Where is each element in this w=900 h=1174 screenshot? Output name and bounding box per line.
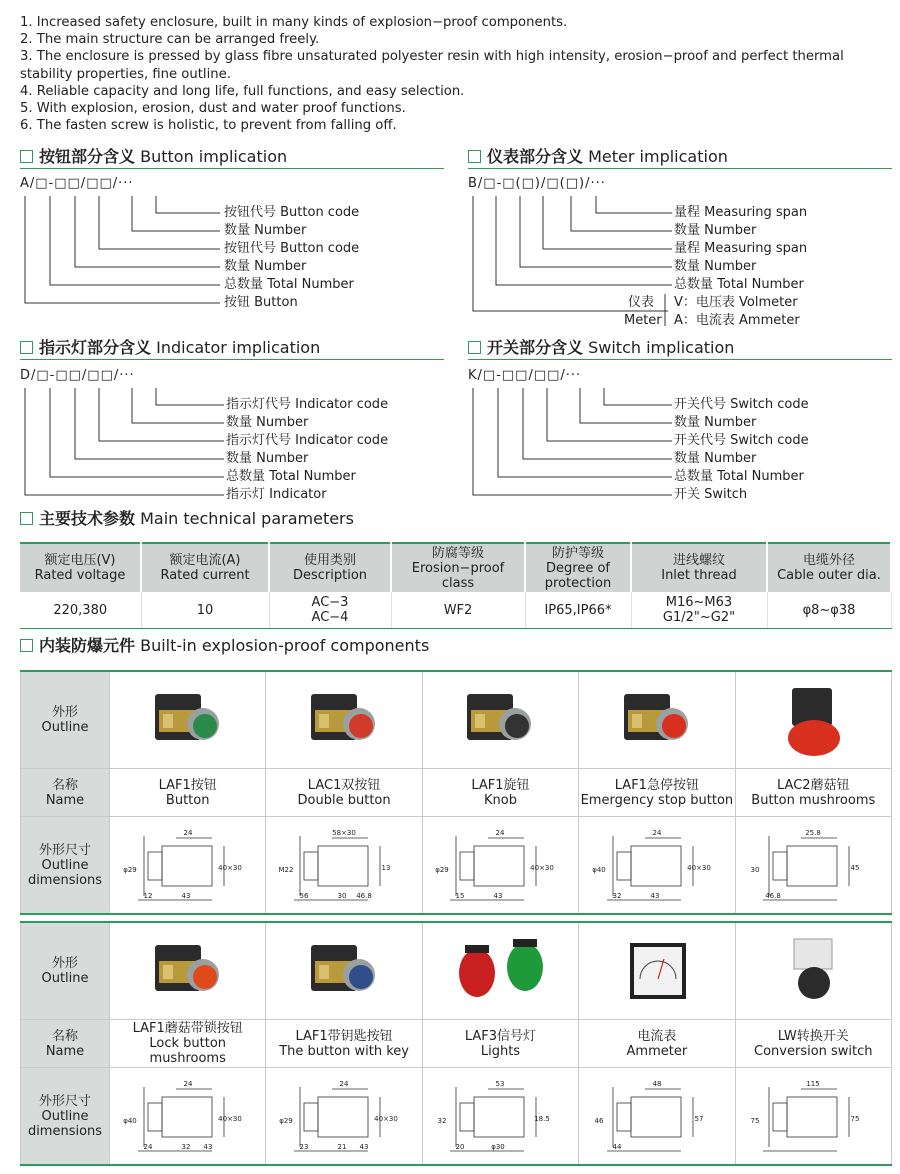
product-name-en: Ammeter xyxy=(626,1043,688,1059)
header-cell: 额定电压(V) Rated voltage xyxy=(20,543,141,592)
legend-label: 按钮代号 Button code xyxy=(224,241,360,256)
dimension-label: 57 xyxy=(694,1115,704,1123)
dimension-label: φ40 xyxy=(592,866,606,874)
legend-label: 指示灯代号 Indicator code xyxy=(226,433,389,448)
row-header: 外形尺寸 Outline dimensions xyxy=(21,817,110,915)
dimension-label: 13 xyxy=(381,864,391,872)
indicator-code: D/□-□□/□□/··· xyxy=(20,368,135,383)
outline-cell xyxy=(110,671,266,769)
product-name-en: Button xyxy=(165,792,210,808)
meter-code: B/□-□(□)/□(□)/··· xyxy=(468,176,606,191)
name-row xyxy=(21,769,892,817)
dimension-cell xyxy=(110,817,266,915)
outline-cell xyxy=(579,922,735,1020)
product-name-cn: LW转换开关 xyxy=(777,1028,849,1044)
feature-item: 2. The main structure can be arranged freely. xyxy=(20,32,320,48)
bracket-lines xyxy=(468,368,672,508)
product-photo xyxy=(758,680,868,760)
row-header: 外形 Outline xyxy=(21,922,110,1020)
params-title: 主要技术参数 Main technical parameters xyxy=(20,508,892,530)
value-cell: IP65,IP66* xyxy=(525,592,631,629)
name-row xyxy=(21,1020,892,1068)
feature-item: 5. With explosion, erosion, dust and water proof functions. xyxy=(20,101,406,117)
product-name-en: The button with key xyxy=(279,1043,409,1059)
product-name-cn: LAF3信号灯 xyxy=(464,1028,537,1044)
dimension-drawing xyxy=(587,1073,727,1159)
header-cell: 使用类别 Description xyxy=(269,543,391,592)
dimension-label: 43 xyxy=(359,1143,369,1151)
dimension-label: 30 xyxy=(750,866,760,874)
outline-cell xyxy=(422,922,578,1020)
legend-label: 量程 Measuring span xyxy=(674,241,808,256)
product-photo xyxy=(445,680,555,760)
name-cell xyxy=(422,769,578,817)
legend-label: 开关代号 Switch code xyxy=(674,397,809,412)
value-cell: 10 xyxy=(141,592,269,629)
dimension-label: 32 xyxy=(612,892,622,900)
product-name-en: Emergency stop button xyxy=(580,792,734,808)
params-table xyxy=(20,542,892,629)
dimension-label: φ29 xyxy=(435,866,450,874)
product-photo xyxy=(758,931,868,1011)
product-name-cn: LAF1按钮 xyxy=(158,777,217,793)
checkbox-icon xyxy=(20,512,33,525)
legend-label: 开关代号 Switch code xyxy=(674,433,809,448)
indicator-code-diagram xyxy=(20,368,440,518)
checkbox-icon xyxy=(20,150,33,163)
product-name-en: Knob xyxy=(483,792,517,808)
dimension-label: 75 xyxy=(750,1117,760,1125)
dimension-label: 24 xyxy=(183,829,193,837)
product-name-cn: LAC1双按钮 xyxy=(307,777,381,793)
name-cell xyxy=(579,769,735,817)
dimension-label: 46.8 xyxy=(356,892,372,900)
value-cell: φ8~φ38 xyxy=(767,592,891,629)
dimension-label: 24 xyxy=(652,829,662,837)
legend-label: 按钮代号 Button code xyxy=(224,205,360,220)
dimension-row xyxy=(21,817,892,915)
dimension-cell xyxy=(422,1068,578,1166)
legend-label: 数量 Number xyxy=(226,415,309,430)
header-cell: 额定电流(A) Rated current xyxy=(141,543,269,592)
product-name-cn: LAF1旋钮 xyxy=(471,777,530,793)
outline-cell xyxy=(422,671,578,769)
meter-type-en: Meter xyxy=(624,313,662,328)
dimension-label: 45 xyxy=(850,864,860,872)
dimension-label: 75 xyxy=(850,1115,860,1123)
legend-label: 总数量 Total Number xyxy=(226,469,356,484)
header-cell: 防护等级 Degree of protection xyxy=(525,543,631,592)
button-code-diagram xyxy=(20,176,440,326)
outline-cell xyxy=(266,671,422,769)
button-implication-title: 按钮部分含义 Button implication xyxy=(20,146,444,169)
dimension-drawing xyxy=(118,1073,258,1159)
dimension-row xyxy=(21,1068,892,1166)
product-photo xyxy=(602,680,712,760)
components-title: 内装防爆元件 Built-in explosion-proof components xyxy=(20,635,892,657)
dimension-label: M22 xyxy=(278,866,294,874)
header-cell: 电缆外径 Cable outer dia. xyxy=(767,543,891,592)
dimension-label: 20 xyxy=(456,1143,465,1151)
dimension-drawing xyxy=(430,1073,570,1159)
dimension-label: 48 xyxy=(652,1080,662,1088)
product-photo xyxy=(289,931,399,1011)
product-name-en: Button mushrooms xyxy=(751,792,876,808)
dimension-label: 21 xyxy=(337,1143,347,1151)
header-cell: 进线螺纹 Inlet thread xyxy=(631,543,767,592)
dimension-drawing xyxy=(274,822,414,908)
row-header: 外形 Outline xyxy=(21,671,110,769)
product-name-en: Double button xyxy=(297,792,391,808)
dimension-label: 18.5 xyxy=(534,1115,551,1123)
dimension-label: 43 xyxy=(650,892,660,900)
product-name-cn: LAF1急停按钮 xyxy=(614,777,699,793)
product-name-en: Lights xyxy=(480,1043,521,1059)
dimension-label: 40×30 xyxy=(530,864,555,872)
legend-label: 数量 Number xyxy=(224,259,307,274)
dimension-drawing xyxy=(430,822,570,908)
dimension-label: 44 xyxy=(612,1143,622,1151)
legend-label: 数量 Number xyxy=(674,259,757,274)
components-table-1 xyxy=(20,670,892,915)
dimension-label: 24 xyxy=(143,1143,153,1151)
dimension-label: φ30 xyxy=(491,1143,506,1151)
value-cell: WF2 xyxy=(391,592,525,629)
outline-cell xyxy=(735,922,891,1020)
dimension-label: 32 xyxy=(181,1143,191,1151)
params-header-row xyxy=(20,543,891,592)
dimension-drawing xyxy=(118,822,258,908)
row-header: 名称 Name xyxy=(21,769,110,817)
product-photo xyxy=(445,931,555,1011)
outline-row xyxy=(21,922,892,1020)
legend-label: 数量 Number xyxy=(674,415,757,430)
dimension-label: 43 xyxy=(181,892,191,900)
dimension-label: φ29 xyxy=(122,866,137,874)
name-cell xyxy=(110,1020,266,1068)
product-name-cn: LAF1蘑菇带锁按钮 xyxy=(132,1021,243,1036)
legend-label: 量程 Measuring span xyxy=(674,205,808,220)
dimension-label: 46.8 xyxy=(765,892,782,900)
dimension-label: 40×30 xyxy=(687,864,711,872)
feature-list xyxy=(20,14,850,134)
dimension-label: 115 xyxy=(806,1080,820,1088)
dimension-drawing xyxy=(587,822,727,908)
bracket-lines xyxy=(20,368,224,508)
dimension-label: 43 xyxy=(203,1143,213,1151)
dimension-cell xyxy=(579,817,735,915)
name-cell xyxy=(266,1020,422,1068)
name-cell xyxy=(735,1020,891,1068)
dimension-label: 32 xyxy=(438,1117,447,1125)
legend-label: 总数量 Total Number xyxy=(674,277,804,292)
row-header: 外形尺寸 Outline dimensions xyxy=(21,1068,110,1166)
product-photo xyxy=(133,931,243,1011)
value-cell: AC−3 AC−4 xyxy=(269,592,391,629)
dimension-cell xyxy=(422,817,578,915)
outline-cell xyxy=(266,922,422,1020)
dimension-label: φ40 xyxy=(122,1117,137,1125)
name-cell xyxy=(735,769,891,817)
legend-label: 总数量 Total Number xyxy=(674,469,804,484)
dimension-label: 56 xyxy=(299,892,309,900)
legend-label: 数量 Number xyxy=(226,451,309,466)
product-photo xyxy=(133,680,243,760)
product-name-en: Lock button mushrooms xyxy=(149,1036,227,1066)
feature-item: 3. The enclosure is pressed by glass fibre unsaturated polyester resin with high intensity, erosion−proof and perfect thermal stability properties, fine outline. xyxy=(20,49,844,82)
dimension-label: φ29 xyxy=(279,1117,293,1125)
dimension-drawing xyxy=(274,1073,414,1159)
header-cell: 防腐等级 Erosion−proof class xyxy=(391,543,525,592)
amp-label: A：电流表 Ammeter xyxy=(674,313,800,328)
legend-label: 总数量 Total Number xyxy=(224,277,354,292)
dimension-cell xyxy=(735,817,891,915)
product-photo xyxy=(602,931,712,1011)
product-name-en: Conversion switch xyxy=(754,1043,873,1059)
dimension-cell xyxy=(579,1068,735,1166)
dimension-label: 40×30 xyxy=(374,1115,398,1123)
meter-code-diagram xyxy=(468,176,888,326)
legend-label: 数量 Number xyxy=(674,451,757,466)
dimension-drawing xyxy=(743,822,883,908)
outline-row xyxy=(21,671,892,769)
dimension-label: 25.8 xyxy=(805,829,822,837)
product-name-cn: LAC2蘑菇钮 xyxy=(777,777,850,793)
legend-label: 指示灯 Indicator xyxy=(226,487,327,502)
dimension-cell xyxy=(110,1068,266,1166)
button-code: A/□-□□/□□/··· xyxy=(20,176,134,191)
legend-label: 数量 Number xyxy=(224,223,307,238)
checkbox-icon xyxy=(468,341,481,354)
name-cell xyxy=(579,1020,735,1068)
bracket-lines xyxy=(20,176,220,316)
switch-implication-title: 开关部分含义 Switch implication xyxy=(468,337,892,360)
outline-cell xyxy=(110,922,266,1020)
switch-code: K/□-□□/□□/··· xyxy=(468,368,582,383)
dimension-label: 24 xyxy=(183,1080,193,1088)
checkbox-icon xyxy=(20,341,33,354)
dimension-label: 53 xyxy=(496,1080,505,1088)
dimension-label: 58×30 xyxy=(332,829,356,837)
name-cell xyxy=(266,769,422,817)
outline-cell xyxy=(735,671,891,769)
product-name-cn: 电流表 xyxy=(637,1028,677,1044)
meter-implication-title: 仪表部分含义 Meter implication xyxy=(468,146,892,169)
dimension-label: 12 xyxy=(143,892,153,900)
params-value-row xyxy=(20,592,891,629)
dimension-label: 23 xyxy=(299,1143,309,1151)
dimension-cell xyxy=(735,1068,891,1166)
indicator-implication-title: 指示灯部分含义 Indicator implication xyxy=(20,337,444,360)
volt-label: V：电压表 Volmeter xyxy=(674,295,798,310)
dimension-label: 46 xyxy=(594,1117,604,1125)
row-header: 名称 Name xyxy=(21,1020,110,1068)
value-cell: M16~M63 G1/2"~G2" xyxy=(631,592,767,629)
meter-type-cn: 仪表 xyxy=(628,295,655,310)
components-table-2 xyxy=(20,921,892,1166)
dimension-cell xyxy=(266,817,422,915)
dimension-label: 24 xyxy=(496,829,505,837)
checkbox-icon xyxy=(468,150,481,163)
outline-cell xyxy=(579,671,735,769)
feature-item: 4. Reliable capacity and long life, full functions, and easy selection. xyxy=(20,83,465,99)
product-name-cn: LAF1带钥匙按钮 xyxy=(295,1028,393,1044)
dimension-drawing xyxy=(743,1073,883,1159)
dimension-label: 43 xyxy=(494,892,503,900)
dimension-label: 40×30 xyxy=(217,1115,242,1123)
name-cell xyxy=(422,1020,578,1068)
dimension-label: 15 xyxy=(456,892,465,900)
dimension-label: 24 xyxy=(339,1080,349,1088)
dimension-label: 30 xyxy=(337,892,347,900)
feature-item: 1. Increased safety enclosure, built in many kinds of explosion−proof components. xyxy=(20,15,568,30)
feature-item: 6. The fasten screw is holistic, to prevent from falling off. xyxy=(20,118,397,134)
legend-label: 数量 Number xyxy=(674,223,757,238)
legend-label: 指示灯代号 Indicator code xyxy=(226,397,389,412)
legend-label: 按钮 Button xyxy=(224,295,298,310)
legend-label: 开关 Switch xyxy=(674,487,748,502)
switch-code-diagram xyxy=(468,368,888,518)
dimension-label: 40×30 xyxy=(217,864,242,872)
product-photo xyxy=(289,680,399,760)
value-cell: 220,380 xyxy=(20,592,141,629)
dimension-cell xyxy=(266,1068,422,1166)
checkbox-icon xyxy=(20,639,33,652)
name-cell xyxy=(110,769,266,817)
